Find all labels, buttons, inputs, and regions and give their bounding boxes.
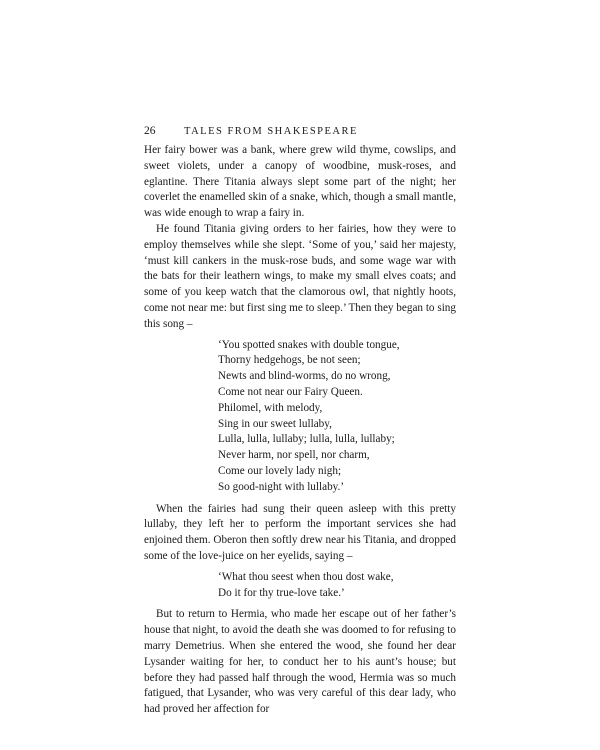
- paragraph-fairy-bower: Her fairy bower was a bank, where grew wild thyme, cowslips, and sweet violets, under a canopy of woodbine, musk-roses, and eglantine. There Titania always slept some part of the night; her coverlet the enamelled skin of a snake, which, though a small mantle, was wide enough to wrap a fairy in.: [144, 144, 456, 220]
- oberon-couplet: [218, 570, 456, 602]
- couplet-line: Do it for thy true-love take.’: [218, 586, 345, 599]
- book-page: [144, 123, 456, 718]
- page-body: [144, 143, 456, 718]
- song-line: Sing in our sweet lullaby,: [218, 417, 332, 430]
- paragraph-hermia-escape: But to return to Hermia, who made her escape out of her father’s house that night, to avoid the death she was doomed to for refusing to marry Demetrius. When she entered the wood, she found her dear Lysander waiting for her, to conduct her to his aunt’s house; but before they had passed half through the wood, Hermia was so much fatigued, that Lysander, who was very careful of this dear lady, who had proved her affection for: [144, 608, 456, 716]
- running-title: TALES FROM SHAKESPEARE: [184, 126, 358, 137]
- song-line: Lulla, lulla, lullaby; lulla, lulla, lullaby;: [218, 433, 395, 446]
- song-line: Thorny hedgehogs, be not seen;: [218, 354, 361, 367]
- couplet-line: ‘What thou seest when thou dost wake,: [218, 570, 394, 583]
- song-line: Never harm, nor spell, nor charm,: [218, 449, 370, 462]
- song-line: So good-night with lullaby.’: [218, 480, 345, 493]
- song-line: Come not near our Fairy Queen.: [218, 385, 363, 398]
- song-line: Come our lovely lady nigh;: [218, 464, 342, 477]
- paragraph-fairies-leave: When the fairies had sung their queen asleep with this pretty lullaby, they left her to perform the important services she had enjoined them. Oberon then softly drew near his Titania, and dropped some of the love-juice on her eyelids, saying –: [144, 502, 456, 562]
- song-line: Newts and blind-worms, do no wrong,: [218, 370, 391, 383]
- song-line: Philomel, with melody,: [218, 401, 323, 414]
- song-line: ‘You spotted snakes with double tongue,: [218, 338, 400, 351]
- paragraph-titania-orders: He found Titania giving orders to her fairies, how they were to employ themselves while she slept. ‘Some of you,’ said her majesty, ‘must kill cankers in the musk-rose buds, and some wage war with the bats for their leathern wings, to make my small elves coats; and some of you keep watch that the clamorous owl, that nightly hoots, come not near me: but first sing me to sleep.’ Then they began to sing this song –: [144, 222, 456, 330]
- running-head: [144, 123, 456, 139]
- fairy-song: [218, 338, 456, 496]
- page-number: 26: [144, 125, 156, 137]
